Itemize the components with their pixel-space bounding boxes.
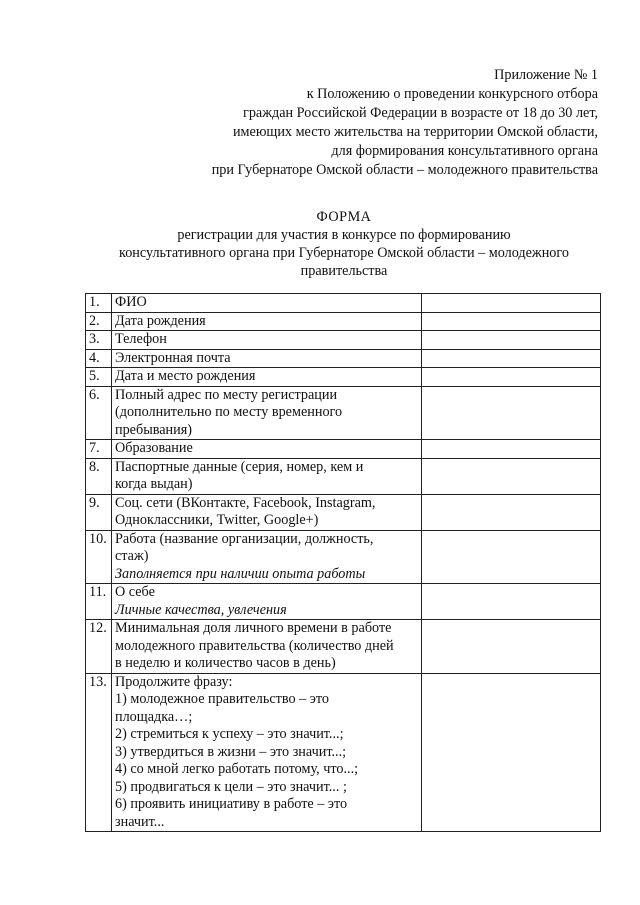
field-label-cell (112, 458, 422, 494)
field-value-cell[interactable] (422, 584, 601, 620)
field-label-cell (112, 530, 422, 584)
table-row (86, 331, 601, 350)
row-number: 7. (86, 440, 112, 459)
field-note: Заполняется при наличии опыта работы (115, 565, 366, 582)
field-value-cell[interactable] (422, 294, 601, 313)
field-label-line: Дата рождения (115, 312, 206, 329)
appendix-line: для формирования консультативного органа (331, 143, 598, 159)
field-value-cell[interactable] (422, 331, 601, 350)
field-label-line: Продолжите фразу: (115, 673, 233, 690)
field-label-cell (112, 620, 422, 674)
appendix-line: к Положению о проведении конкурсного отбора (306, 86, 598, 102)
form-heading (60, 208, 628, 280)
appendix-line: граждан Российской Федерации в возрасте от 18 до 30 лет, (243, 105, 598, 121)
appendix-line: Приложение № 1 (494, 67, 598, 83)
field-label-cell (112, 440, 422, 459)
appendix-line: имеющих место жительства на территории Омской области, (232, 124, 598, 140)
field-value-cell[interactable] (422, 440, 601, 459)
field-value-cell[interactable] (422, 386, 601, 440)
table-row (86, 368, 601, 387)
form-subtitle-line: правительства (300, 263, 388, 279)
field-label-line: пребывания) (115, 421, 192, 438)
field-label-line: Образование (115, 440, 193, 456)
form-subtitle-line: регистрации для участия в конкурсе по формированию (177, 227, 511, 243)
field-label-line: 3) утвердиться в жизни – это значит...; (115, 743, 347, 760)
row-number: 13. (86, 673, 112, 832)
field-label-line: 4) со мной легко работать потому, что...; (115, 761, 359, 777)
row-number: 4. (86, 349, 112, 368)
row-number: 10. (86, 530, 112, 584)
row-number: 12. (86, 620, 112, 674)
field-label-line: 5) продвигаться к цели – это значит... ; (115, 778, 347, 795)
field-label-cell (112, 494, 422, 530)
field-label-cell (112, 368, 422, 387)
field-label-line: 6) проявить инициативу в работе – это (115, 796, 348, 812)
field-label-line: Одноклассники, Twitter, Google+) (115, 512, 319, 528)
field-label-line: 2) стремиться к успеху – это значит...; (115, 726, 344, 742)
field-label-line: Полный адрес по месту регистрации (115, 386, 338, 403)
field-label-line: Соц. сети (ВКонтакте, Facebook, Instagram, (115, 494, 376, 511)
table-row (86, 494, 601, 530)
field-label-line: Электронная почта (115, 349, 231, 366)
table-row (86, 620, 601, 674)
table-row (86, 673, 601, 832)
row-number: 1. (86, 294, 112, 313)
field-label-line: О себе (115, 584, 155, 600)
field-label-line: площадка…; (115, 708, 193, 725)
field-value-cell[interactable] (422, 368, 601, 387)
field-label-line: когда выдан) (115, 476, 193, 492)
form-subtitle-line: консультативного органа при Губернаторе Омской области – молодежного (119, 245, 569, 261)
field-label-cell (112, 386, 422, 440)
field-label-cell (112, 673, 422, 832)
table-row (86, 584, 601, 620)
appendix-line: при Губернаторе Омской области – молодежного правительства (211, 162, 598, 178)
field-label-line: Паспортные данные (серия, номер, кем и (115, 458, 364, 475)
field-value-cell[interactable] (422, 458, 601, 494)
table-row (86, 386, 601, 440)
row-number: 5. (86, 368, 112, 387)
field-value-cell[interactable] (422, 530, 601, 584)
table-row (86, 294, 601, 313)
field-label-line: стаж) (115, 548, 149, 564)
field-value-cell[interactable] (422, 349, 601, 368)
field-label-cell (112, 294, 422, 313)
field-label-line: Работа (название организации, должность, (115, 530, 374, 547)
field-label-line: Телефон (115, 331, 167, 347)
row-number: 6. (86, 386, 112, 440)
field-label-line: молодежного правительства (количество дней (115, 637, 394, 654)
field-value-cell[interactable] (422, 673, 601, 832)
row-number: 3. (86, 331, 112, 350)
field-label-cell (112, 584, 422, 620)
field-label-line: значит... (115, 813, 165, 830)
field-label-line: 1) молодежное правительство – это (115, 691, 329, 707)
table-row (86, 530, 601, 584)
row-number: 9. (86, 494, 112, 530)
table-row (86, 312, 601, 331)
field-label-line: Минимальная доля личного времени в работе (115, 620, 392, 636)
table-row (86, 440, 601, 459)
field-label-cell (112, 331, 422, 350)
field-label-line: ФИО (115, 294, 147, 310)
field-note: Личные качества, увлечения (115, 601, 287, 618)
field-label-line: в неделю и количество часов в день) (115, 655, 336, 671)
table-row (86, 458, 601, 494)
field-label-cell (112, 312, 422, 331)
field-label-line: Дата и место рождения (115, 368, 256, 384)
registration-table (85, 293, 601, 832)
field-value-cell[interactable] (422, 620, 601, 674)
field-label-cell (112, 349, 422, 368)
table-row (86, 349, 601, 368)
field-value-cell[interactable] (422, 494, 601, 530)
row-number: 11. (86, 584, 112, 620)
appendix-header (150, 66, 598, 180)
row-number: 8. (86, 458, 112, 494)
form-title: ФОРМА (316, 209, 372, 225)
registration-table-body (86, 294, 601, 832)
field-value-cell[interactable] (422, 312, 601, 331)
row-number: 2. (86, 312, 112, 331)
field-label-line: (дополнительно по месту временного (115, 404, 343, 420)
